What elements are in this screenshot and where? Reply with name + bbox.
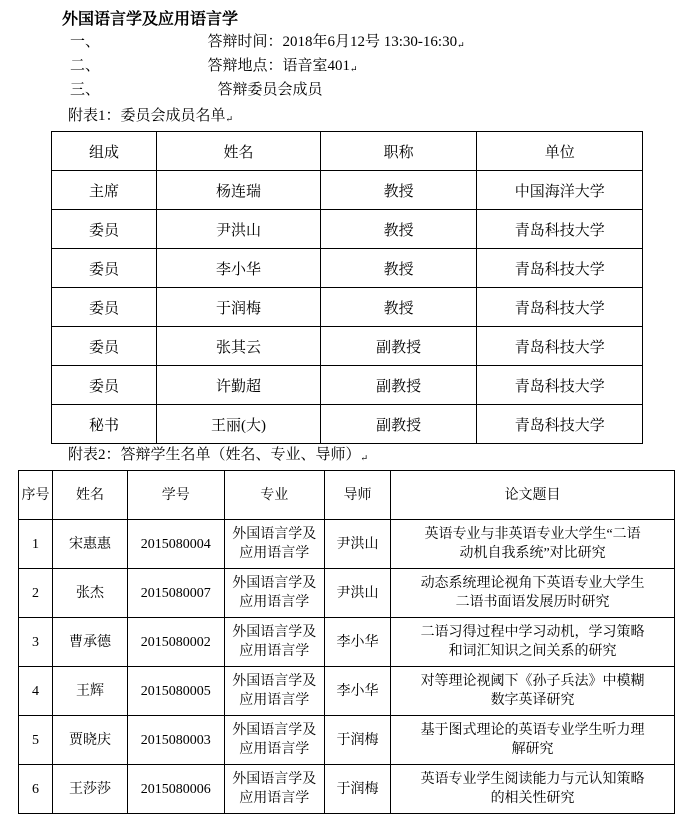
cell-name: 尹洪山 xyxy=(157,210,321,249)
info-line-3-text: 答辩委员会成员 xyxy=(217,82,323,98)
cell-advisor: 尹洪山 xyxy=(324,520,390,569)
cell-student-id: 2015080004 xyxy=(127,520,224,569)
cell-unit: 青岛科技大学 xyxy=(477,288,643,327)
cell-student-id: 2015080007 xyxy=(127,569,224,618)
cell-role: 秘书 xyxy=(52,405,157,444)
cell-student-id: 2015080005 xyxy=(127,667,224,716)
table-row xyxy=(19,520,675,569)
cell-name: 李小华 xyxy=(157,249,321,288)
info-line-2-number: 二、 xyxy=(70,58,101,74)
cell-advisor: 于润梅 xyxy=(324,716,390,765)
cell-thesis-title: 英语专业学生阅读能力与元认知策略 的相关性研究 xyxy=(391,765,675,814)
attachment1-label-text: 附表1：委员会成员名单 xyxy=(68,108,226,124)
cell-name: 贾晓庆 xyxy=(53,716,128,765)
cell-unit: 青岛科技大学 xyxy=(477,210,643,249)
cell-name: 王辉 xyxy=(53,667,128,716)
cell-title: 教授 xyxy=(320,171,477,210)
cell-seq: 5 xyxy=(19,716,53,765)
table-row xyxy=(52,249,643,288)
cell-student-id: 2015080003 xyxy=(127,716,224,765)
info-line-1-number: 一、 xyxy=(70,34,101,50)
info-line-1 xyxy=(70,30,465,51)
table-row xyxy=(52,366,643,405)
cell-name: 杨连瑞 xyxy=(157,171,321,210)
students-header-seq: 序号 xyxy=(19,471,53,520)
cell-major: 外国语言学及 应用语言学 xyxy=(224,618,324,667)
cell-name: 王丽(大) xyxy=(157,405,321,444)
cell-title: 副教授 xyxy=(320,405,477,444)
cell-thesis-title: 对等理论视阈下《孙子兵法》中模糊 数字英译研究 xyxy=(391,667,675,716)
students-table xyxy=(18,470,675,814)
cell-role: 委员 xyxy=(52,249,157,288)
table-row xyxy=(19,765,675,814)
cell-title: 教授 xyxy=(320,210,477,249)
info-line-2 xyxy=(70,54,358,75)
cell-advisor: 李小华 xyxy=(324,667,390,716)
cell-unit: 中国海洋大学 xyxy=(477,171,643,210)
cell-major: 外国语言学及 应用语言学 xyxy=(224,765,324,814)
info-line-2-text: 答辩地点：语音室401 xyxy=(207,58,351,74)
table-row xyxy=(52,210,643,249)
cell-major: 外国语言学及 应用语言学 xyxy=(224,569,324,618)
attachment2-label-text: 附表2：答辩学生名单（姓名、专业、导师） xyxy=(68,447,361,463)
students-header-thesis: 论文题目 xyxy=(391,471,675,520)
paragraph-mark: ↵ xyxy=(457,40,465,50)
students-header-advisor: 导师 xyxy=(324,471,390,520)
paragraph-mark: ↵ xyxy=(360,453,369,463)
cell-name: 于润梅 xyxy=(157,288,321,327)
cell-seq: 4 xyxy=(19,667,53,716)
students-header-major: 专业 xyxy=(224,471,324,520)
cell-name: 许勤超 xyxy=(157,366,321,405)
cell-thesis-title: 二语习得过程中学习动机，学习策略 和词汇知识之间关系的研究 xyxy=(391,618,675,667)
table-row xyxy=(19,618,675,667)
table-row xyxy=(52,288,643,327)
attachment2-label xyxy=(68,443,368,464)
cell-seq: 6 xyxy=(19,765,53,814)
cell-major: 外国语言学及 应用语言学 xyxy=(224,716,324,765)
committee-table xyxy=(51,131,643,444)
info-line-3-number: 三、 xyxy=(70,82,101,98)
table-row xyxy=(19,667,675,716)
table-row xyxy=(19,716,675,765)
committee-header-unit: 单位 xyxy=(477,132,643,171)
table-header-row xyxy=(19,471,675,520)
cell-unit: 青岛科技大学 xyxy=(477,366,643,405)
cell-advisor: 李小华 xyxy=(324,618,390,667)
cell-unit: 青岛科技大学 xyxy=(477,327,643,366)
committee-header-name: 姓名 xyxy=(157,132,321,171)
cell-thesis-title: 基于图式理论的英语专业学生听力理 解研究 xyxy=(391,716,675,765)
cell-major: 外国语言学及 应用语言学 xyxy=(224,667,324,716)
cell-name: 宋惠惠 xyxy=(53,520,128,569)
table-row xyxy=(52,171,643,210)
cell-role: 委员 xyxy=(52,288,157,327)
table-header-row xyxy=(52,132,643,171)
cell-name: 张杰 xyxy=(53,569,128,618)
table-row xyxy=(52,327,643,366)
cell-seq: 3 xyxy=(19,618,53,667)
info-line-1-text: 答辩时间：2018年6月12号 13:30-16:30 xyxy=(207,34,458,50)
cell-advisor: 尹洪山 xyxy=(324,569,390,618)
cell-role: 委员 xyxy=(52,366,157,405)
cell-unit: 青岛科技大学 xyxy=(477,249,643,288)
cell-seq: 1 xyxy=(19,520,53,569)
committee-header-role: 组成 xyxy=(52,132,157,171)
cell-thesis-title: 英语专业与非英语专业大学生“二语 动机自我系统”对比研究 xyxy=(391,520,675,569)
cell-title: 教授 xyxy=(320,249,477,288)
cell-role: 委员 xyxy=(52,210,157,249)
cell-advisor: 于润梅 xyxy=(324,765,390,814)
cell-title: 教授 xyxy=(320,288,477,327)
cell-seq: 2 xyxy=(19,569,53,618)
cell-unit: 青岛科技大学 xyxy=(477,405,643,444)
cell-role: 主席 xyxy=(52,171,157,210)
cell-name: 曹承德 xyxy=(53,618,128,667)
cell-student-id: 2015080002 xyxy=(127,618,224,667)
students-header-name: 姓名 xyxy=(53,471,128,520)
table-row xyxy=(19,569,675,618)
cell-title: 副教授 xyxy=(320,327,477,366)
attachment1-label xyxy=(68,104,233,125)
paragraph-mark: ↵ xyxy=(350,64,358,74)
cell-student-id: 2015080006 xyxy=(127,765,224,814)
table-row xyxy=(52,405,643,444)
cell-thesis-title: 动态系统理论视角下英语专业大学生 二语书面语发展历时研究 xyxy=(391,569,675,618)
info-line-3 xyxy=(70,78,323,99)
cell-name: 张其云 xyxy=(157,327,321,366)
committee-header-title: 职称 xyxy=(320,132,477,171)
cell-title: 副教授 xyxy=(320,366,477,405)
cell-role: 委员 xyxy=(52,327,157,366)
page-title: 外国语言学及应用语言学 xyxy=(62,11,239,28)
students-header-id: 学号 xyxy=(127,471,224,520)
cell-name: 王莎莎 xyxy=(53,765,128,814)
paragraph-mark: ↵ xyxy=(225,114,234,124)
cell-major: 外国语言学及 应用语言学 xyxy=(224,520,324,569)
